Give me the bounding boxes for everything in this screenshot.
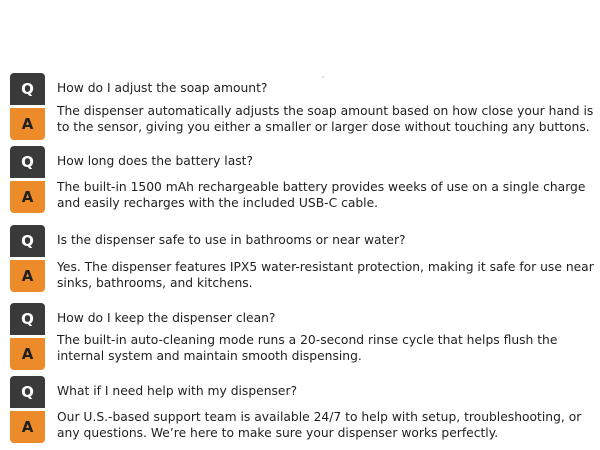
answer-badge: A: [10, 260, 45, 292]
stray-dot: [322, 76, 324, 78]
faq-question: How do I adjust the soap amount?: [57, 81, 268, 95]
faq-answer: Our U.S.-based support team is available 24/7 to help with setup, troubleshooting, or any questions. We’re here to make sure your dispenser works perfectly.: [57, 410, 582, 440]
faq-answer: The built-in 1500 mAh rechargeable battery provides weeks of use on a single charge and easily recharges with the included USB-C cable.: [57, 180, 586, 210]
answer-badge: A: [10, 338, 45, 370]
answer-badge: A: [10, 181, 45, 213]
answer-badge: A: [10, 411, 45, 443]
faq-question: How do I keep the dispenser clean?: [57, 311, 276, 325]
question-badge: Q: [10, 376, 45, 408]
faq-answer: Yes. The dispenser features IPX5 water-resistant protection, making it safe for use near sinks, bathrooms, and kitchens.: [57, 260, 594, 290]
answer-badge: A: [10, 108, 45, 140]
question-badge: Q: [10, 73, 45, 105]
question-badge: Q: [10, 146, 45, 178]
faq-question: Is the dispenser safe to use in bathrooms or near water?: [57, 233, 406, 247]
question-badge: Q: [10, 225, 45, 257]
faq-question: What if I need help with my dispenser?: [57, 384, 298, 398]
faq-answer: The built-in auto-cleaning mode runs a 20-second rinse cycle that helps flush the internal system and maintain smooth dispensing.: [57, 333, 558, 363]
faq-question: How long does the battery last?: [57, 154, 253, 168]
faq-answer: The dispenser automatically adjusts the soap amount based on how close your hand is to the sensor, giving you either a smaller or larger dose without touching any buttons.: [57, 104, 594, 134]
question-badge: Q: [10, 303, 45, 335]
